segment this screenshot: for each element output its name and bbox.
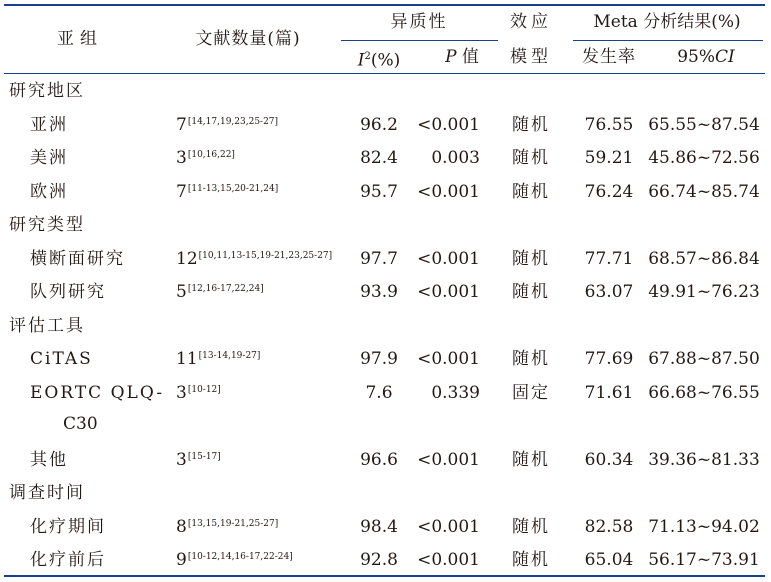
row-lit-count: [176, 517, 278, 537]
header-lit-count: 文献数量(篇): [195, 29, 301, 49]
row-name: 横断面研究: [30, 248, 125, 269]
row-p-value: <0.001: [417, 282, 480, 302]
row-model: 随机: [512, 248, 550, 269]
row-ci: 65.55~87.54: [648, 114, 760, 135]
row-lit-count: [176, 282, 264, 302]
row-ci: 68.57~86.84: [648, 248, 760, 269]
lit-count-value: 3: [176, 449, 187, 470]
citation-ref: [15-17]: [187, 451, 221, 462]
row-name: CiTAS: [30, 349, 93, 369]
row-ci: 56.17~73.91: [648, 550, 760, 570]
row-p-value: <0.001: [417, 449, 480, 470]
row-model: 随机: [512, 449, 550, 470]
row-lit-count: [176, 550, 293, 570]
row-name: 化疗前后: [30, 550, 106, 570]
citation-ref: [13-14,19-27]: [198, 351, 261, 361]
row-lit-count: [176, 249, 332, 269]
row-p-value: <0.001: [417, 114, 480, 135]
row-name: EORTC QLQ-: [30, 382, 165, 403]
group-title: 评估工具: [9, 315, 85, 336]
lit-count-value: 8: [176, 516, 187, 537]
row-model: 随机: [512, 114, 550, 135]
header-incidence: 发生率: [582, 47, 636, 67]
group-title: 研究地区: [9, 81, 85, 101]
row-model: 随机: [512, 516, 550, 537]
group-title: 研究类型: [9, 215, 85, 235]
lit-count-value: 12: [176, 248, 198, 269]
meta-underline: [573, 40, 763, 41]
row-model: 固定: [512, 382, 550, 403]
row-name-cont: C30: [63, 414, 98, 434]
header-rule: [4, 73, 765, 74]
row-name: 欧洲: [30, 181, 68, 202]
row-i2: 7.6: [365, 382, 393, 403]
citation-ref: [10-12]: [187, 384, 221, 395]
row-ci: 66.74~85.74: [648, 181, 760, 202]
row-i2: 97.9: [360, 349, 398, 369]
row-incidence: 82.58: [584, 516, 634, 537]
row-incidence: 71.61: [584, 382, 634, 403]
row-p-value: <0.001: [417, 550, 480, 570]
citation-ref: [12,16-17,22,24]: [187, 284, 264, 294]
row-i2: 92.8: [360, 550, 398, 570]
row-name: 亚洲: [30, 114, 68, 135]
row-i2: 95.7: [360, 181, 398, 202]
row-incidence: 59.21: [584, 148, 634, 168]
row-incidence: 77.69: [584, 349, 634, 369]
row-incidence: 76.24: [584, 181, 634, 202]
lit-count-value: 5: [176, 282, 187, 302]
header-effect-model-2: 模型: [510, 47, 552, 67]
row-p-value: <0.001: [417, 248, 480, 269]
row-ci: 49.91~76.23: [648, 282, 760, 302]
lit-count-value: 3: [176, 382, 187, 403]
row-model: 随机: [512, 148, 550, 168]
lit-count-value: 7: [176, 181, 187, 202]
citation-ref: [14,17,19,23,25-27]: [187, 116, 279, 127]
row-p-value: <0.001: [417, 516, 480, 537]
citation-ref: [10,11,13-15,19-21,23,25-27]: [198, 250, 333, 261]
row-lit-count: [176, 182, 278, 202]
row-ci: 45.86~72.56: [648, 148, 760, 168]
bottom-rule: [4, 575, 765, 577]
header-ci: 95%CI: [677, 47, 735, 67]
lit-count-value: 3: [176, 148, 187, 168]
row-i2: 98.4: [360, 516, 398, 537]
row-i2: 97.7: [360, 248, 398, 269]
row-i2: 96.6: [360, 449, 398, 470]
citation-ref: [10-12,14,16-17,22-24]: [187, 552, 293, 562]
row-incidence: 65.04: [584, 550, 634, 570]
row-ci: 67.88~87.50: [648, 349, 760, 369]
top-rule: [4, 4, 765, 6]
row-p-value: 0.003: [431, 148, 480, 168]
row-model: 随机: [512, 181, 550, 202]
row-p-value: <0.001: [417, 181, 480, 202]
header-effect-model-1: 效应: [510, 12, 552, 32]
row-p-value: <0.001: [417, 349, 480, 369]
row-incidence: 77.71: [584, 248, 634, 269]
header-heterogeneity: 异质性: [390, 12, 448, 32]
row-incidence: 76.55: [584, 114, 634, 135]
row-name: 队列研究: [30, 282, 106, 302]
row-incidence: 60.34: [584, 449, 634, 470]
citation-ref: [11-13,15,20-21,24]: [187, 183, 279, 194]
row-ci: 66.68~76.55: [648, 382, 760, 403]
citation-ref: [13,15,19-21,25-27]: [187, 518, 279, 529]
lit-count-value: 9: [176, 550, 187, 570]
group-title: 调查时间: [9, 483, 85, 503]
header-i2: $I^2(\%)$: [357, 50, 401, 71]
row-lit-count: [176, 115, 278, 135]
row-name: 其他: [30, 449, 68, 470]
row-incidence: 63.07: [584, 282, 634, 302]
heterogeneity-underline: [341, 40, 498, 41]
lit-count-value: 11: [176, 349, 198, 369]
row-lit-count: [176, 349, 260, 369]
row-name: 化疗期间: [30, 516, 106, 537]
header-meta-result: Meta 分析结果(%): [593, 12, 741, 32]
row-lit-count: [176, 383, 221, 403]
row-model: 随机: [512, 550, 550, 570]
header-p-value: P 值: [445, 47, 479, 67]
row-i2: 96.2: [360, 114, 398, 135]
lit-count-value: 7: [176, 114, 187, 135]
row-model: 随机: [512, 282, 550, 302]
row-lit-count: [176, 148, 235, 168]
row-ci: 39.36~81.33: [648, 449, 760, 470]
row-model: 随机: [512, 349, 550, 369]
citation-ref: [10,16,22]: [187, 150, 235, 160]
row-i2: 93.9: [360, 282, 398, 302]
row-i2: 82.4: [360, 148, 398, 168]
header-subgroup: 亚组: [57, 29, 103, 49]
row-lit-count: [176, 450, 221, 470]
row-name: 美洲: [30, 148, 68, 168]
row-p-value: 0.339: [431, 382, 480, 403]
row-ci: 71.13~94.02: [648, 516, 760, 537]
